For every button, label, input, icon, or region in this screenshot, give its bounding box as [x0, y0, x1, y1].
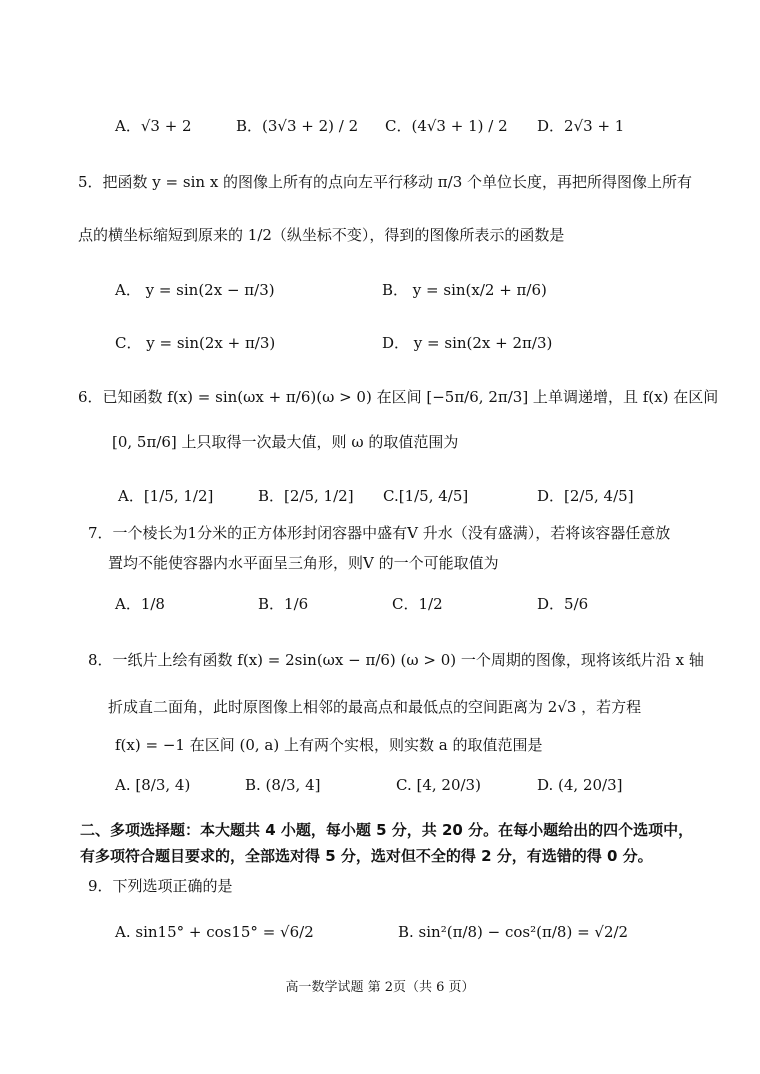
q9-stem: 9．下列选项正确的是 [88, 877, 233, 895]
q5-option-a: A． y = sin(2x − π/3) [115, 281, 275, 299]
q8-stem-line3: f(x) = −1 在区间 (0, a) 上有两个实根，则实数 a 的取值范围是 [115, 736, 543, 754]
section2-heading-line2: 有多项符合题目要求的，全部选对得 5 分，选对但不全的得 2 分，有选错的得 0 分。 [80, 847, 653, 865]
q7-option-b: B．1/6 [258, 595, 309, 613]
q5-option-c: C． y = sin(2x + π/3) [115, 334, 276, 352]
q7-stem-line1: 7．一个棱长为1分米的正方体形封闭容器中盛有V 升水（没有盛满），若将该容器任意放 [88, 524, 671, 542]
q4-option-c: C．(4√3 + 1) / 2 [385, 117, 508, 135]
q6-stem-line2: [0, 5π/6] 上只取得一次最大值，则 ω 的取值范围为 [112, 433, 459, 451]
q7-stem-line2: 置均不能使容器内水平面呈三角形，则V 的一个可能取值为 [108, 554, 499, 572]
q9-option-b: B. sin²(π/8) − cos²(π/8) = √2/2 [398, 923, 629, 941]
q4-option-d: D．2√3 + 1 [537, 117, 625, 135]
q6-option-b: B．[2/5, 1/2] [258, 487, 354, 505]
q7-option-c: C．1/2 [392, 595, 443, 613]
q8-stem-line1: 8．一纸片上绘有函数 f(x) = 2sin(ωx − π/6) (ω > 0) 一个周期的图像，现将该纸片沿 x 轴 [88, 651, 704, 669]
q8-option-d: D. (4, 20/3] [537, 776, 623, 794]
q8-option-b: B. (8/3, 4] [245, 776, 321, 794]
q8-option-a: A. [8/3, 4) [115, 776, 191, 794]
q5-stem-line2: 点的横坐标缩短到原来的 1/2（纵坐标不变），得到的图像所表示的函数是 [78, 226, 565, 244]
section2-heading-line1: 二、多项选择题：本大题共 4 小题，每小题 5 分，共 20 分。在每小题给出的四个选项中， [80, 821, 694, 839]
q6-stem-line1: 6．已知函数 f(x) = sin(ωx + π/6)(ω > 0) 在区间 [−5π/6, 2π/3] 上单调递增，且 f(x) 在区间 [78, 388, 719, 406]
q6-option-a: A．[1/5, 1/2] [118, 487, 214, 505]
q9-option-a: A. sin15° + cos15° = √6/2 [115, 923, 314, 941]
q5-option-b: B． y = sin(x/2 + π/6) [382, 281, 547, 299]
q7-option-d: D．5/6 [537, 595, 589, 613]
q4-option-a: A．√3 + 2 [115, 117, 192, 135]
q8-option-c: C. [4, 20/3) [396, 776, 481, 794]
q5-stem-line1: 5．把函数 y = sin x 的图像上所有的点向左平行移动 π/3 个单位长度，再把所得图像上所有 [78, 173, 693, 191]
q6-option-c: C.[1/5, 4/5] [383, 487, 469, 505]
q7-option-a: A．1/8 [115, 595, 165, 613]
q4-option-b: B．(3√3 + 2) / 2 [236, 117, 359, 135]
q8-stem-line2: 折成直二面角，此时原图像上相邻的最高点和最低点的空间距离为 2√3 ，若方程 [108, 698, 642, 716]
q5-option-d: D． y = sin(2x + 2π/3) [382, 334, 553, 352]
page-footer: 高一数学试题 第 2页（共 6 页） [285, 980, 475, 995]
q6-option-d: D．[2/5, 4/5] [537, 487, 634, 505]
